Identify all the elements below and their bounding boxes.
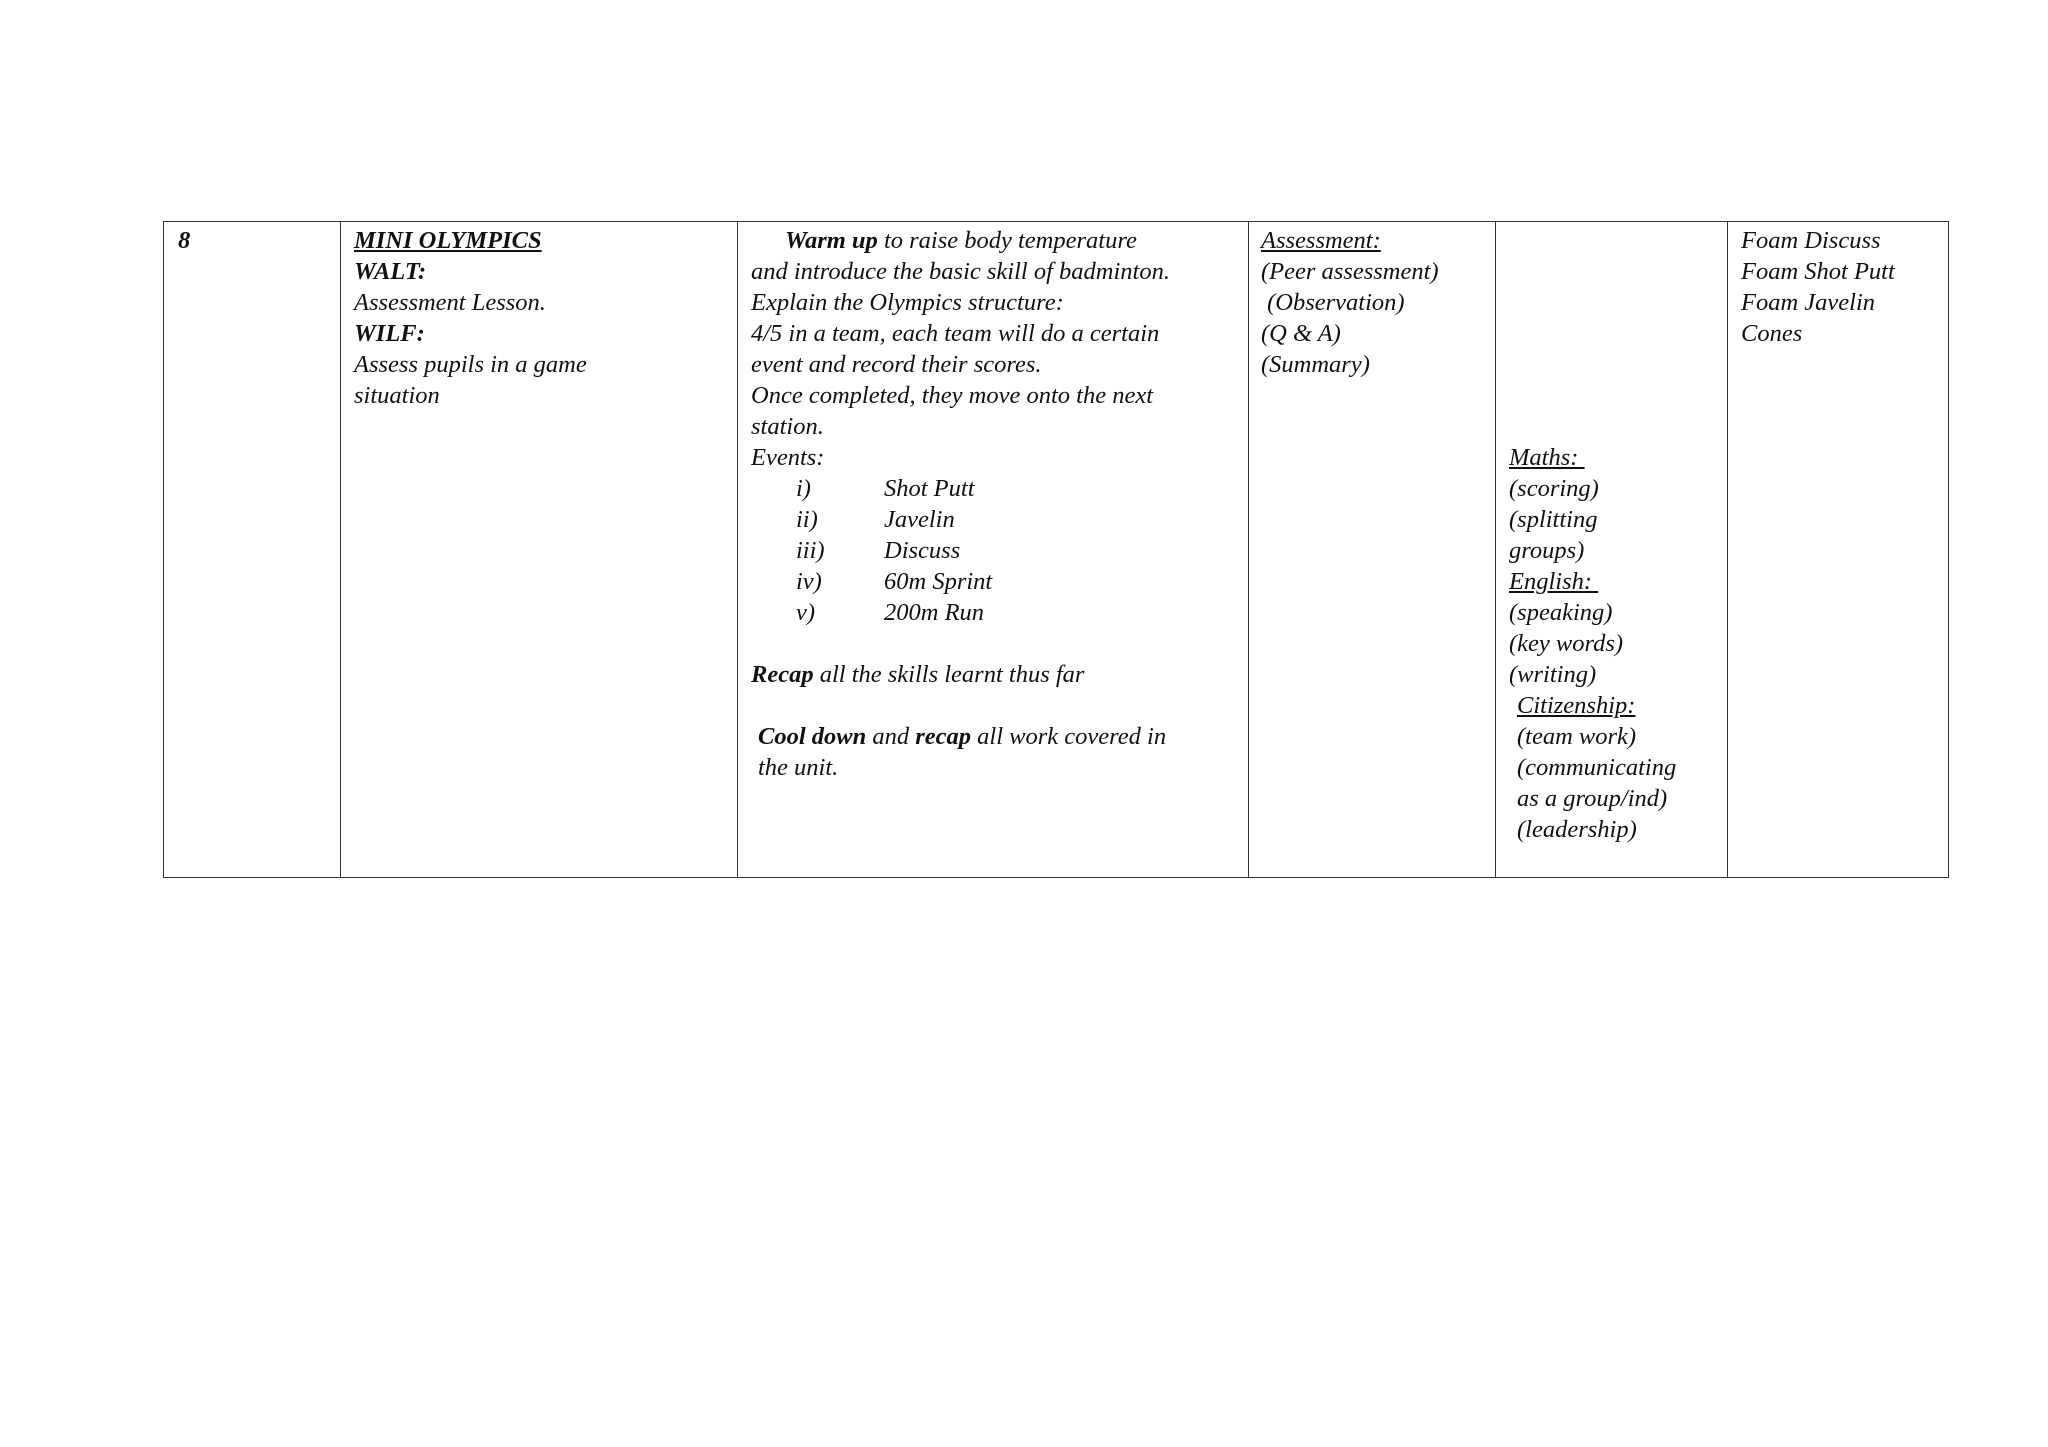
- assessment-item: (Peer assessment): [1261, 258, 1439, 285]
- cooldown-bold-recap: recap: [915, 723, 972, 750]
- activity-line-6: Once completed, they move onto the next: [751, 382, 1154, 409]
- event-name: Discuss: [884, 537, 961, 564]
- maths-label: Maths:: [1509, 444, 1585, 471]
- wilf-text-line-1: Assess pupils in a game: [354, 351, 587, 378]
- citizenship-item: as a group/ind): [1517, 785, 1668, 812]
- cooldown-rest: all work covered in: [971, 723, 1167, 750]
- event-name: 200m Run: [884, 599, 985, 626]
- activity-line-3: Explain the Olympics structure:: [751, 289, 1064, 316]
- spacer: [751, 628, 1248, 659]
- recap-line: [751, 659, 1248, 690]
- table-row: [164, 222, 1949, 878]
- maths-item: (scoring): [1509, 475, 1599, 502]
- event-number: iii): [796, 537, 825, 564]
- activity-line-5: event and record their scores.: [751, 351, 1042, 378]
- assessment-cell: [1249, 222, 1496, 878]
- citizenship-item: (communicating: [1517, 754, 1677, 781]
- event-item: [751, 566, 1248, 597]
- event-number: ii): [796, 506, 818, 533]
- event-number: iv): [796, 568, 822, 595]
- citizenship-label: Citizenship:: [1517, 692, 1636, 719]
- walt-text: Assessment Lesson.: [354, 289, 546, 316]
- wilf-text-line-2: situation: [354, 382, 440, 409]
- assessment-label: Assessment:: [1261, 227, 1381, 254]
- activity-line-4: 4/5 in a team, each team will do a certain: [751, 320, 1160, 347]
- event-item: [751, 535, 1248, 566]
- english-item: (writing): [1509, 661, 1597, 688]
- event-number: i): [796, 475, 811, 502]
- spacer: [1509, 225, 1727, 442]
- assessment-item: (Observation): [1261, 289, 1405, 316]
- event-item: [751, 597, 1248, 628]
- event-number: v): [796, 599, 816, 626]
- assessment-item: (Summary): [1261, 351, 1370, 378]
- maths-item: (splitting: [1509, 506, 1598, 533]
- resource-item: Foam Javelin: [1741, 289, 1876, 316]
- cooldown-line-2: the unit.: [758, 754, 839, 781]
- recap-bold: Recap: [751, 661, 814, 688]
- lesson-number-cell: [164, 222, 341, 878]
- resource-item: Cones: [1741, 320, 1803, 347]
- event-name: Shot Putt: [884, 475, 975, 502]
- citizenship-item: (team work): [1517, 723, 1637, 750]
- recap-rest: all the skills learnt thus far: [813, 661, 1085, 688]
- cooldown-mid: and: [866, 723, 916, 750]
- event-name: 60m Sprint: [884, 568, 993, 595]
- activity-line-7: station.: [751, 413, 824, 440]
- warmup-bold: Warm up: [785, 227, 878, 254]
- event-name: Javelin: [884, 506, 955, 533]
- wilf-label: WILF:: [354, 320, 425, 347]
- maths-item: groups): [1509, 537, 1585, 564]
- lesson-number: 8: [178, 227, 191, 254]
- resources-cell: [1728, 222, 1949, 878]
- english-label: English:: [1509, 568, 1599, 595]
- event-item: [751, 473, 1248, 504]
- activity-line-2: and introduce the basic skill of badminton.: [751, 258, 1170, 285]
- assessment-item: (Q & A): [1261, 320, 1341, 347]
- spacer: [751, 690, 1248, 721]
- warmup-line: [751, 225, 1248, 256]
- cooldown-line: [751, 721, 1248, 752]
- resource-item: Foam Shot Putt: [1741, 258, 1895, 285]
- objectives-cell: [341, 222, 738, 878]
- lesson-title: MINI OLYMPICS: [354, 227, 542, 254]
- warmup-rest: to raise body temperature: [877, 227, 1137, 254]
- lesson-plan-table: [163, 221, 1949, 878]
- cooldown-bold: Cool down: [758, 723, 867, 750]
- activities-cell: [738, 222, 1249, 878]
- resource-item: Foam Discuss: [1741, 227, 1881, 254]
- walt-label: WALT:: [354, 258, 427, 285]
- english-item: (speaking): [1509, 599, 1613, 626]
- cross-curricular-cell: [1496, 222, 1728, 878]
- citizenship-item: (leadership): [1517, 816, 1637, 843]
- event-item: [751, 504, 1248, 535]
- english-item: (key words): [1509, 630, 1624, 657]
- events-label: Events:: [751, 444, 825, 471]
